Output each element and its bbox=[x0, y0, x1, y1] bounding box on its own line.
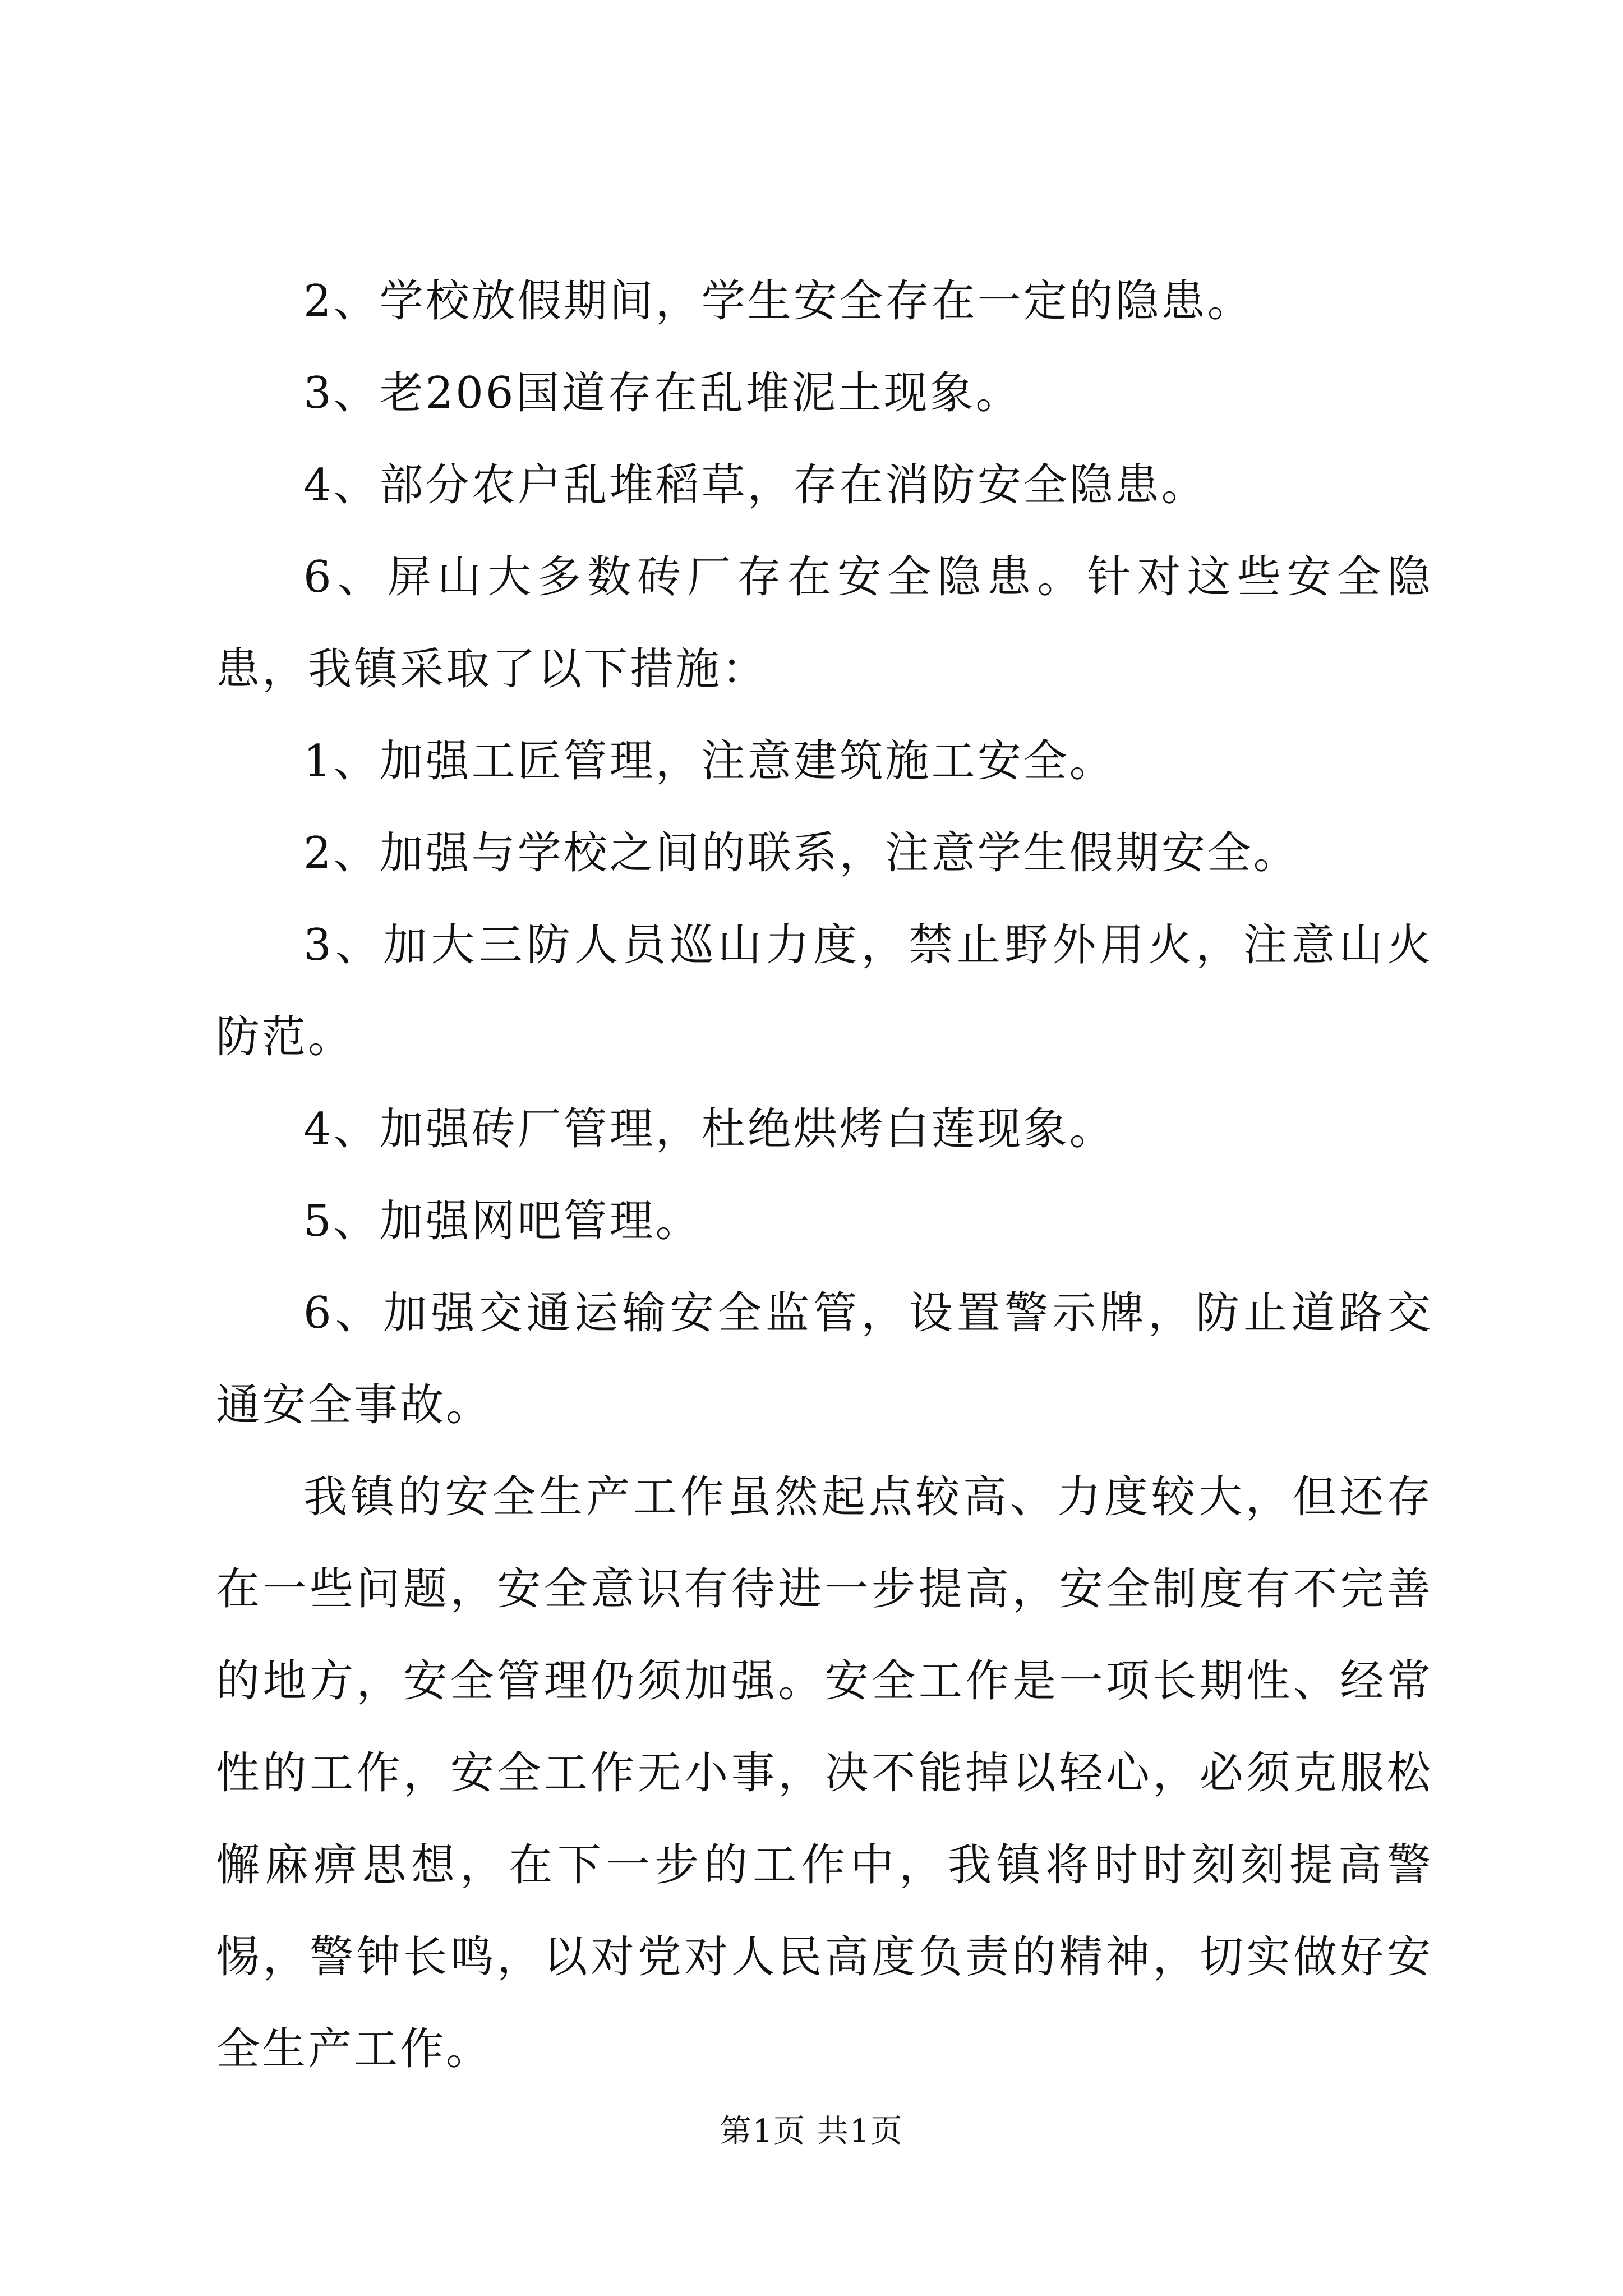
paragraph: 我镇的安全生产工作虽然起点较高、力度较大，但还存在一些问题，安全意识有待进一步提高，安全制度有不完善的地方，安全管理仍须加强。安全工作是一项长期性、经常性的工作，安全工作无小事，决不能掉以轻心，必须克服松懈麻痹思想，在下一步的工作中，我镇将时时刻刻提高警惕，警钟长鸣，以对党对人民高度负责的精神，切实做好安全生产工作。 bbox=[216, 1472, 1433, 2074]
page-number-footer: 第1页 共1页 bbox=[720, 2113, 903, 2150]
paragraph: 5、加强网吧管理。 bbox=[303, 1196, 702, 1246]
paragraph: 6、屏山大多数砖厂存在安全隐患。针对这些安全隐患，我镇采取了以下措施： bbox=[216, 552, 1433, 694]
paragraph: 4、加强砖厂管理，杜绝烘烤白莲现象。 bbox=[303, 1104, 1115, 1154]
paragraph: 3、老206国道存在乱堆泥土现象。 bbox=[303, 368, 1022, 418]
paragraph: 1、加强工匠管理，注意建筑施工安全。 bbox=[303, 736, 1115, 786]
paragraph: 2、加强与学校之间的联系，注意学生假期安全。 bbox=[303, 828, 1299, 878]
paragraph: 2、学校放假期间，学生安全存在一定的隐患。 bbox=[303, 276, 1253, 326]
paragraph: 4、部分农户乱堆稻草，存在消防安全隐患。 bbox=[303, 460, 1207, 510]
paragraph: 6、加强交通运输安全监管，设置警示牌，防止道路交通安全事故。 bbox=[216, 1288, 1433, 1430]
document-body bbox=[216, 255, 1433, 2095]
paragraph: 3、加大三防人员巡山力度，禁止野外用火，注意山火防范。 bbox=[216, 920, 1433, 1062]
